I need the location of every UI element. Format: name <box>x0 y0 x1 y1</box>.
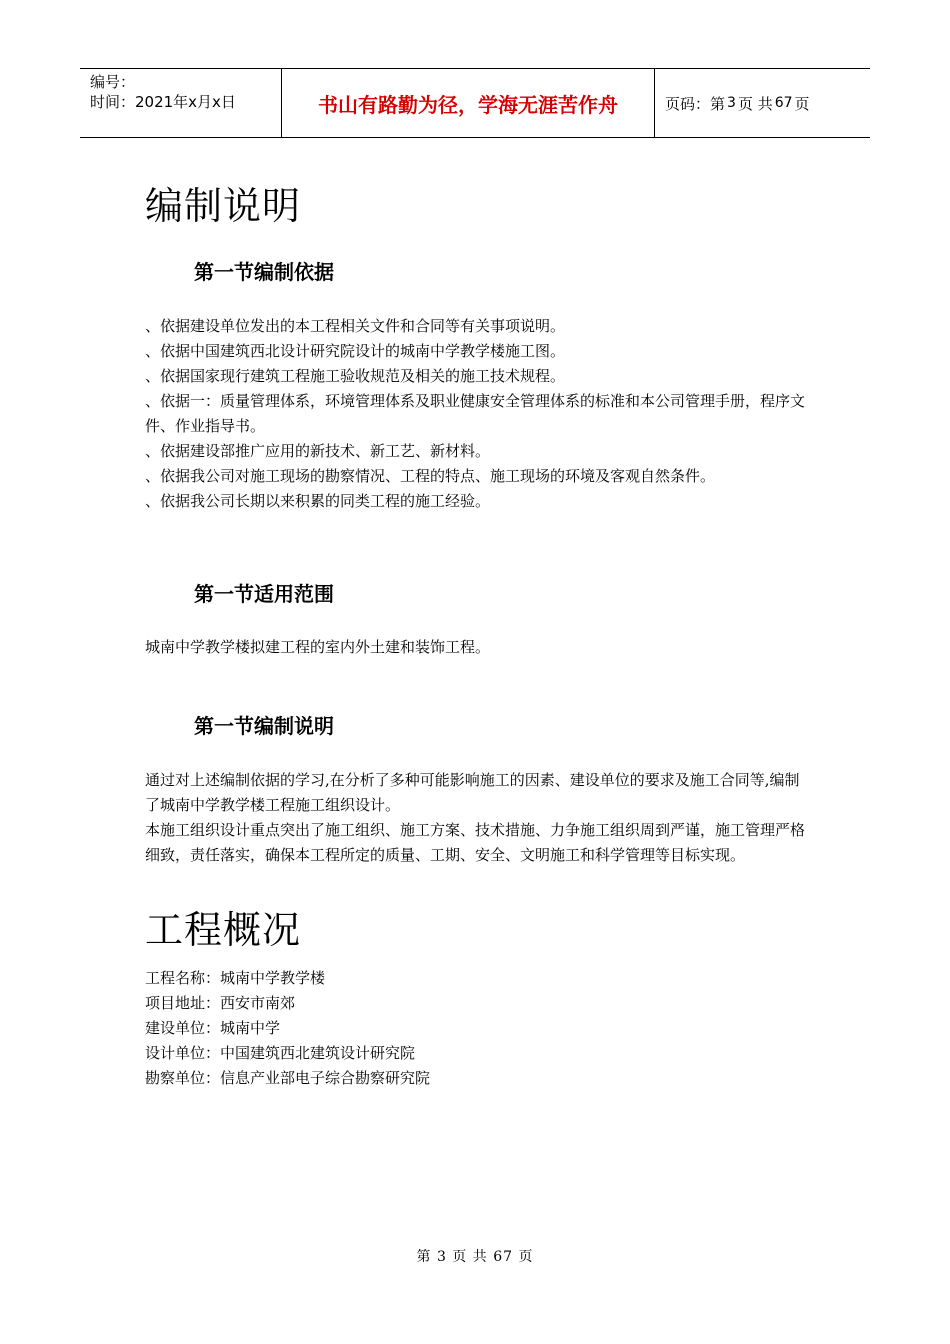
overview-item: 设计单位：中国建筑西北建筑设计研究院 <box>145 1044 416 1062</box>
header-page-number <box>655 69 870 137</box>
page-current: 3 <box>727 95 736 111</box>
header-meta <box>80 69 282 137</box>
overview-item: 项目地址：西安市南郊 <box>145 994 296 1012</box>
page-header <box>80 68 870 138</box>
subsection-title-basis: 第一节编制依据 <box>194 260 334 284</box>
page-label: 页码：第 <box>665 94 726 113</box>
section-title-compilation: 编制说明 <box>145 184 302 228</box>
subsection-title-notes: 第一节编制说明 <box>194 714 334 738</box>
notes-paragraph: 本施工组织设计重点突出了施工组织、施工方案、技术措施、力争施工组织周到严谨，施工管理严格细致，责任落实，确保本工程所定的质量、工期、安全、文明施工和科学管理等目标实现。 <box>145 821 806 864</box>
list-item: 、依据建设单位发出的本工程相关文件和合同等有关事项说明。 <box>145 317 566 335</box>
list-item: 、依据建设部推广应用的新技术、新工艺、新材料。 <box>145 442 491 460</box>
overview-item: 建设单位：城南中学 <box>145 1019 281 1037</box>
page-mid: 页 共 <box>737 94 773 113</box>
notes-paragraph: 通过对上述编制依据的学习,在分析了多种可能影响施工的因素、建设单位的要求及施工合同等,编制了城南中学教学楼工程施工组织设计。 <box>145 771 800 814</box>
section-title-overview: 工程概况 <box>145 908 302 952</box>
page-suffix: 页 <box>794 94 810 113</box>
overview-item: 工程名称：城南中学教学楼 <box>145 969 326 987</box>
page-footer: 第 3 页 共 67 页 <box>416 1249 534 1265</box>
time-label: 时间：2021年x月x日 <box>90 93 236 111</box>
code-label: 编号： <box>90 73 136 91</box>
subsection-title-scope: 第一节适用范围 <box>194 582 334 606</box>
header-motto: 书山有路勤为径，学海无涯苦作舟 <box>282 69 655 137</box>
overview-item: 勘察单位：信息产业部电子综合勘察研究院 <box>145 1069 431 1087</box>
list-item: 、依据国家现行建筑工程施工验收规范及相关的施工技术规程。 <box>145 367 566 385</box>
list-item: 、依据中国建筑西北设计研究院设计的城南中学教学楼施工图。 <box>145 342 566 360</box>
list-item: 、依据我公司长期以来积累的同类工程的施工经验。 <box>145 492 491 510</box>
page-total: 67 <box>774 95 793 111</box>
basis-list <box>145 314 810 514</box>
document-body <box>145 180 810 1091</box>
scope-text: 城南中学教学楼拟建工程的室内外土建和装饰工程。 <box>145 638 491 656</box>
list-item: 、依据一：质量管理体系，环境管理体系及职业健康安全管理体系的标准和本公司管理手册，程序文件、作业指导书。 <box>145 392 806 435</box>
overview-list <box>145 966 810 1091</box>
list-item: 、依据我公司对施工现场的勘察情况、工程的特点、施工现场的环境及客观自然条件。 <box>145 467 716 485</box>
